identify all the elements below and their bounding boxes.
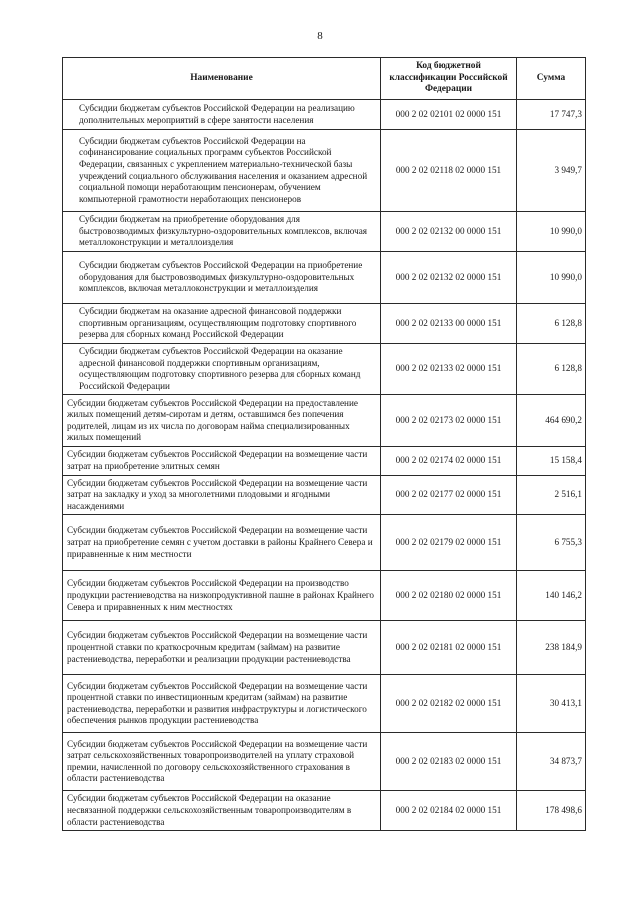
row-sum: 6 128,8 xyxy=(517,344,586,395)
table-header-row xyxy=(63,58,586,100)
budget-table xyxy=(62,57,586,831)
row-name: Субсидии бюджетам субъектов Российской Федерации на возмещение части затрат сельскохозяйственных товаропроизводителей на уплату страховой премии, начисленной по договору сельскохозяйственного страхования в области растениеводства xyxy=(63,733,381,791)
row-code: 000 2 02 02181 02 0000 151 xyxy=(381,621,517,675)
row-code: 000 2 02 02183 02 0000 151 xyxy=(381,733,517,791)
row-code: 000 2 02 02179 02 0000 151 xyxy=(381,515,517,571)
row-name: Субсидии бюджетам субъектов Российской Федерации на софинансирование социальных программ субъектов Российской Федерации, связанных с укреплением материально-технической базы учреждений социального обслуживания населения и оказанием адресной социальной помощи неработающим пенсионерам, обучением компьютерной грамотности неработающих пенсионеров xyxy=(63,130,381,212)
row-sum: 3 949,7 xyxy=(517,130,586,212)
row-code: 000 2 02 02132 02 0000 151 xyxy=(381,252,517,304)
table-row xyxy=(63,621,586,675)
row-name: Субсидии бюджетам субъектов Российской Федерации на производство продукции растениеводства на низкопродуктивной пашне в районах Крайнего Севера и приравненных к ним местностях xyxy=(63,571,381,621)
row-sum: 464 690,2 xyxy=(517,395,586,447)
row-code: 000 2 02 02182 02 0000 151 xyxy=(381,675,517,733)
row-name: Субсидии бюджетам субъектов Российской Федерации на возмещение части затрат на приобретение элитных семян xyxy=(63,447,381,475)
table-row xyxy=(63,675,586,733)
row-name: Субсидии бюджетам субъектов Российской Федерации на приобретение оборудования для быстровозводимых физкультурно-оздоровительных комплексов, включая металлоконструкции и металлоизделия xyxy=(63,252,381,304)
row-sum: 10 990,0 xyxy=(517,252,586,304)
table-row xyxy=(63,252,586,304)
header-code: Код бюджетной классификации Российской Федерации xyxy=(381,58,517,100)
row-code: 000 2 02 02184 02 0000 151 xyxy=(381,791,517,831)
row-code: 000 2 02 02132 00 0000 151 xyxy=(381,212,517,252)
row-name: Субсидии бюджетам на оказание адресной финансовой поддержки спортивным организациям, осуществляющим подготовку спортивного резерва для сборных команд Российской Федерации xyxy=(63,304,381,344)
row-sum: 6 128,8 xyxy=(517,304,586,344)
row-code: 000 2 02 02177 02 0000 151 xyxy=(381,475,517,515)
row-sum: 17 747,3 xyxy=(517,100,586,130)
table-row xyxy=(63,304,586,344)
row-sum: 2 516,1 xyxy=(517,475,586,515)
row-sum: 30 413,1 xyxy=(517,675,586,733)
table-row xyxy=(63,515,586,571)
row-sum: 140 146,2 xyxy=(517,571,586,621)
row-name: Субсидии бюджетам субъектов Российской Федерации на оказание адресной финансовой поддержки спортивным организациям, осуществляющим подготовку спортивного резерва для сборных команд Российской Федерации xyxy=(63,344,381,395)
row-name: Субсидии бюджетам субъектов Российской Федерации на возмещение части затрат на приобретение семян с учетом доставки в районы Крайнего Севера и приравненные к ним местности xyxy=(63,515,381,571)
row-name: Субсидии бюджетам субъектов Российской Федерации на возмещение части процентной ставки по краткосрочным кредитам (займам) на развитие растениеводства, переработки и реализации продукции растениеводства xyxy=(63,621,381,675)
table-row xyxy=(63,571,586,621)
row-sum: 10 990,0 xyxy=(517,212,586,252)
row-code: 000 2 02 02118 02 0000 151 xyxy=(381,130,517,212)
row-code: 000 2 02 02133 00 0000 151 xyxy=(381,304,517,344)
row-name: Субсидии бюджетам субъектов Российской Федерации на возмещение части затрат на закладку и уход за многолетними плодовыми и ягодными насаждениями xyxy=(63,475,381,515)
row-code: 000 2 02 02174 02 0000 151 xyxy=(381,447,517,475)
row-sum: 15 158,4 xyxy=(517,447,586,475)
row-sum: 6 755,3 xyxy=(517,515,586,571)
row-sum: 238 184,9 xyxy=(517,621,586,675)
table-row xyxy=(63,791,586,831)
row-name: Субсидии бюджетам на приобретение оборудования для быстровозводимых физкультурно-оздоровительных комплексов, включая металлоконструкции и металлоизделия xyxy=(63,212,381,252)
header-sum: Сумма xyxy=(517,58,586,100)
row-sum: 34 873,7 xyxy=(517,733,586,791)
table-row xyxy=(63,100,586,130)
row-code: 000 2 02 02180 02 0000 151 xyxy=(381,571,517,621)
row-name: Субсидии бюджетам субъектов Российской Федерации на возмещение части процентной ставки по инвестиционным кредитам (займам) на развитие растениеводства, переработки и развития инфраструктуры и логистического обеспечения рынков продукции растениеводства xyxy=(63,675,381,733)
row-sum: 178 498,6 xyxy=(517,791,586,831)
row-code: 000 2 02 02101 02 0000 151 xyxy=(381,100,517,130)
page-number: 8 xyxy=(317,30,323,42)
row-name: Субсидии бюджетам субъектов Российской Федерации на предоставление жилых помещений детям-сиротам и детям, оставшимся без попечения родителей, лицам из их числа по договорам найма специализированных жилых помещений xyxy=(63,395,381,447)
row-name: Субсидии бюджетам субъектов Российской Федерации на реализацию дополнительных мероприятий в сфере занятости населения xyxy=(63,100,381,130)
table-row xyxy=(63,212,586,252)
row-code: 000 2 02 02173 02 0000 151 xyxy=(381,395,517,447)
table-row xyxy=(63,475,586,515)
row-name: Субсидии бюджетам субъектов Российской Федерации на оказание несвязанной поддержки сельскохозяйственным товаропроизводителям в области растениеводства xyxy=(63,791,381,831)
table-row xyxy=(63,130,586,212)
table-row xyxy=(63,395,586,447)
header-name: Наименование xyxy=(63,58,381,100)
row-code: 000 2 02 02133 02 0000 151 xyxy=(381,344,517,395)
table-row xyxy=(63,447,586,475)
table-row xyxy=(63,344,586,395)
table-row xyxy=(63,733,586,791)
